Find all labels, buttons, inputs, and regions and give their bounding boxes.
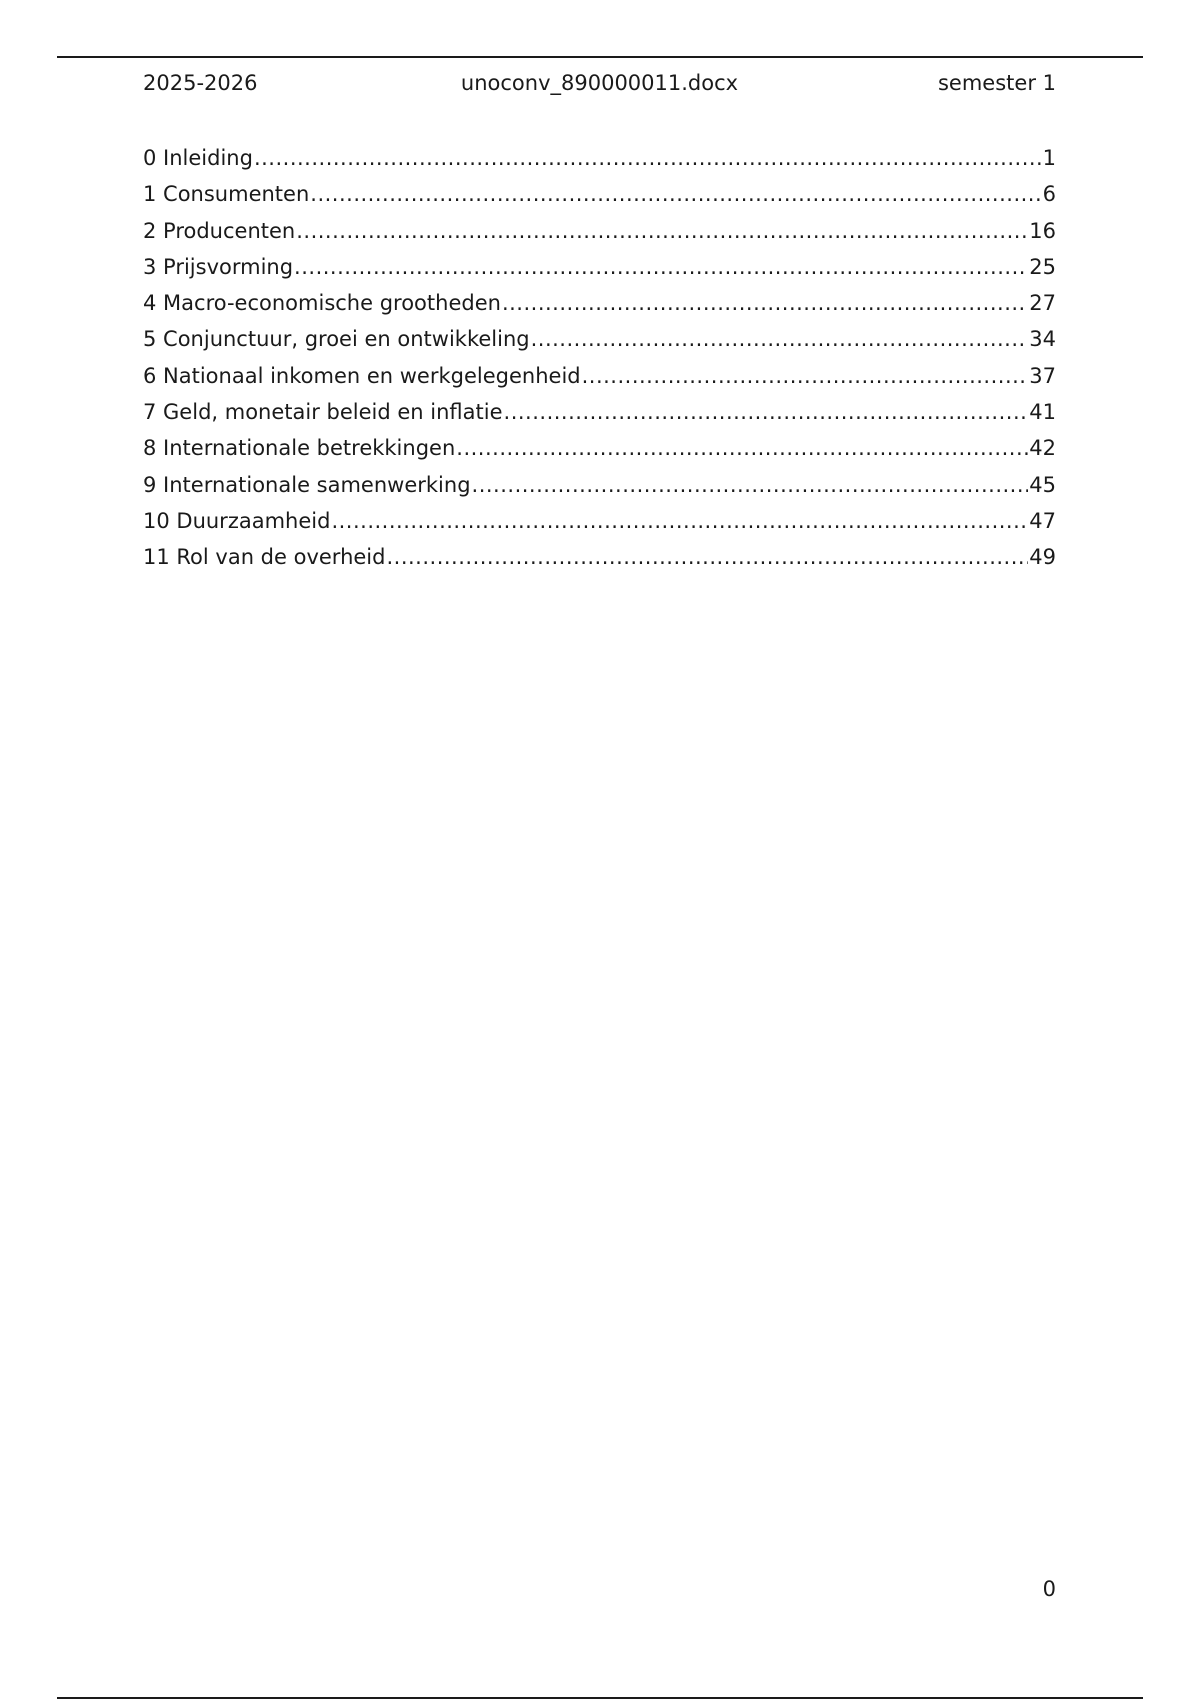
toc-entry[interactable]	[143, 539, 1056, 575]
toc-entry-page: 27	[1029, 291, 1056, 316]
toc-entry-title: 11 Rol van de overheid	[143, 545, 386, 570]
toc-entry[interactable]	[143, 249, 1056, 285]
toc-entry-title: 9 Internationale samenwerking	[143, 472, 471, 497]
toc-entry-page: 37	[1029, 363, 1056, 388]
header-rule	[57, 56, 1143, 58]
toc-dot-leader	[254, 140, 1042, 176]
toc-dot-leader	[531, 321, 1029, 357]
toc-entry-title: 7 Geld, monetair beleid en inflatie	[143, 400, 503, 425]
toc-dot-leader	[386, 539, 1028, 575]
toc-entry-title: 6 Nationaal inkomen en werkgelegenheid	[143, 363, 581, 388]
toc-entry-title: 5 Conjunctuur, groei en ontwikkeling	[143, 327, 530, 352]
toc-dot-leader	[296, 213, 1028, 249]
toc-dot-leader	[331, 503, 1028, 539]
footer-rule	[57, 1697, 1143, 1699]
toc-entry-title: 4 Macro-economische grootheden	[143, 291, 501, 316]
header-semester: semester 1	[937, 71, 1056, 95]
toc-entry-page: 34	[1029, 327, 1056, 352]
toc-dot-leader	[502, 285, 1028, 321]
toc-dot-leader	[294, 249, 1028, 285]
toc-entry-page: 42	[1029, 436, 1056, 461]
toc-dot-leader	[310, 176, 1041, 212]
toc-entry[interactable]	[143, 430, 1056, 466]
page-header	[143, 68, 1056, 98]
toc-entry-page: 45	[1029, 472, 1056, 497]
toc-entry[interactable]	[143, 321, 1056, 357]
toc-entry-page: 47	[1029, 508, 1056, 533]
toc-entry-page: 16	[1029, 218, 1056, 243]
toc-dot-leader	[504, 394, 1029, 430]
toc-dot-leader	[456, 430, 1028, 466]
toc-entry-title: 10 Duurzaamheid	[143, 508, 331, 533]
toc-dot-leader	[582, 358, 1029, 394]
toc-dot-leader	[472, 467, 1029, 503]
toc-entry[interactable]	[143, 176, 1056, 212]
header-filename: unoconv_890000011.docx	[460, 71, 739, 95]
toc-entry[interactable]	[143, 358, 1056, 394]
page-number: 0	[1042, 1577, 1056, 1601]
toc-entry[interactable]	[143, 394, 1056, 430]
toc-entry-title: 1 Consumenten	[143, 182, 310, 207]
toc-entry-page: 25	[1029, 254, 1056, 279]
toc-entry[interactable]	[143, 503, 1056, 539]
toc-entry-page: 6	[1042, 182, 1056, 207]
toc-entry-page: 41	[1029, 400, 1056, 425]
toc-entry-title: 0 Inleiding	[143, 146, 253, 170]
toc-entry[interactable]	[143, 285, 1056, 321]
header-school-year: 2025-2026	[143, 71, 258, 95]
toc-entry-title: 8 Internationale betrekkingen	[143, 436, 456, 461]
toc-entry[interactable]	[143, 213, 1056, 249]
toc-entry[interactable]	[143, 467, 1056, 503]
toc-entry-page: 1	[1042, 146, 1056, 170]
toc-entry[interactable]	[143, 140, 1056, 176]
toc-entry-title: 2 Producenten	[143, 218, 296, 243]
table-of-contents	[143, 140, 1056, 576]
toc-entry-page: 49	[1029, 545, 1056, 570]
toc-entry-title: 3 Prijsvorming	[143, 254, 294, 279]
